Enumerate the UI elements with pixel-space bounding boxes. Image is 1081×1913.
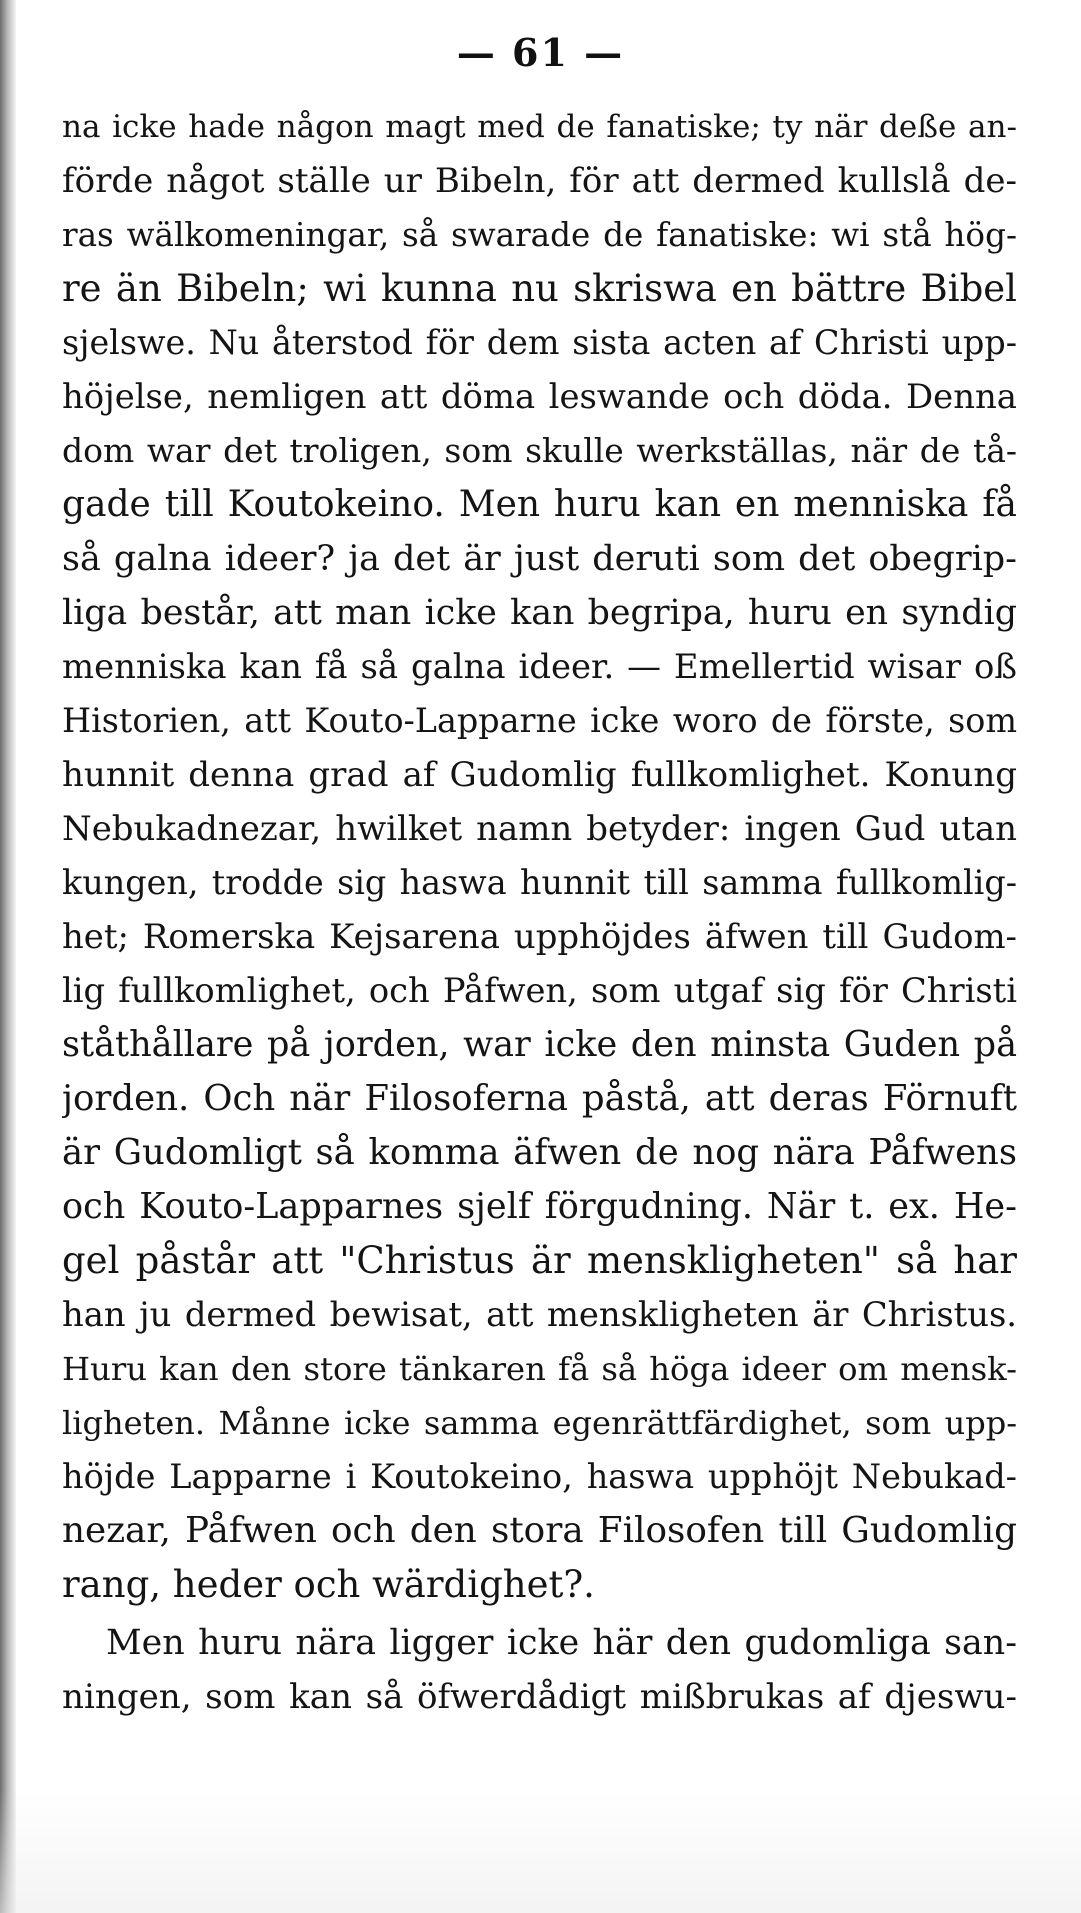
text-line: het; Romerska Kejsarena upphöjdes äfwen till Gudom- [62, 917, 1017, 956]
text-line: liga består, att man icke kan begripa, huru en syndig [62, 593, 1017, 633]
text-line: re än Bibeln; wi kunna nu skriswa en bättre Bibel [62, 267, 1017, 310]
text-line: Nebukadnezar, hwilket namn betyder: ingen Gud utan [62, 809, 1017, 849]
text-line: Men huru nära ligger icke här den gudomliga san- [106, 1623, 1017, 1663]
text-line: ståthållare på jorden, war icke den minsta Guden på [62, 1024, 1017, 1065]
text-line: jorden. Och när Filosoferna påstå, att deras Förnuft [62, 1078, 1017, 1119]
paragraph-1 [62, 100, 1017, 1612]
text-line: och Kouto-Lapparnes sjelf förgudning. När t. ex. He- [62, 1186, 1017, 1227]
page-shadow [0, 1790, 1081, 1913]
page-number: — 61 — [456, 30, 625, 75]
text-line: höjde Lapparne i Koutokeino, haswa upphöjt Nebukad- [62, 1457, 1017, 1496]
text-line: ras wälkomeningar, så swarade de fanatiske: wi stå hög- [62, 216, 1017, 254]
text-line: gade till Koutokeino. Men huru kan en menniska få [62, 484, 1017, 525]
text-line: na icke hade någon magt med de fanatiske; ty när deße an- [62, 109, 1017, 145]
text-line: Historien, att Kouto-Lapparne icke woro de förste, som [62, 701, 1017, 740]
text-line: nezar, Påfwen och den stora Filosofen till Gudomlig [62, 1510, 1017, 1551]
text-line: han ju dermed bewisat, att menskligheten är Christus. [62, 1295, 1017, 1334]
text-line: hunnit denna grad af Gudomlig fullkomlighet. Konung [62, 755, 1017, 795]
text-line: höjelse, nemligen att döma leswande och döda. Denna [62, 377, 1017, 416]
text-line: Huru kan den store tänkaren få så höga ideer om mensk- [62, 1350, 1017, 1388]
body-text [62, 100, 1017, 1724]
text-line: rang, heder och wärdighet?. [62, 1563, 595, 1606]
text-line: så galna ideer? ja det är just deruti som det obegrip- [62, 539, 1017, 579]
text-line: ligheten. Månne icke samma egenrättfärdighet, som upp- [62, 1404, 1017, 1442]
text-line: lig fullkomlighet, och Påfwen, som utgaf sig för Christi [62, 971, 1017, 1010]
text-line: menniska kan få så galna ideer. — Emellertid wisar oß [62, 647, 1017, 686]
text-line: gel påstår att "Christus är menskligheten" så har [62, 1239, 1017, 1282]
text-line: förde något ställe ur Bibeln, för att dermed kullslå de- [62, 161, 1017, 201]
paragraph-2 [62, 1616, 1017, 1724]
text-line: är Gudomligt så komma äfwen de nog nära Påfwens [62, 1132, 1017, 1173]
text-line: kungen, trodde sig haswa hunnit till samma fullkomlig- [62, 863, 1017, 902]
page-binding-edge [0, 0, 16, 1913]
text-line: dom war det troligen, som skulle werkställas, när de tå- [62, 431, 1017, 470]
text-line: ningen, som kan så öfwerdådigt mißbrukas af djeswu- [62, 1677, 1017, 1717]
text-line: sjelswe. Nu återstod för dem sista acten af Christi upp- [62, 323, 1017, 362]
